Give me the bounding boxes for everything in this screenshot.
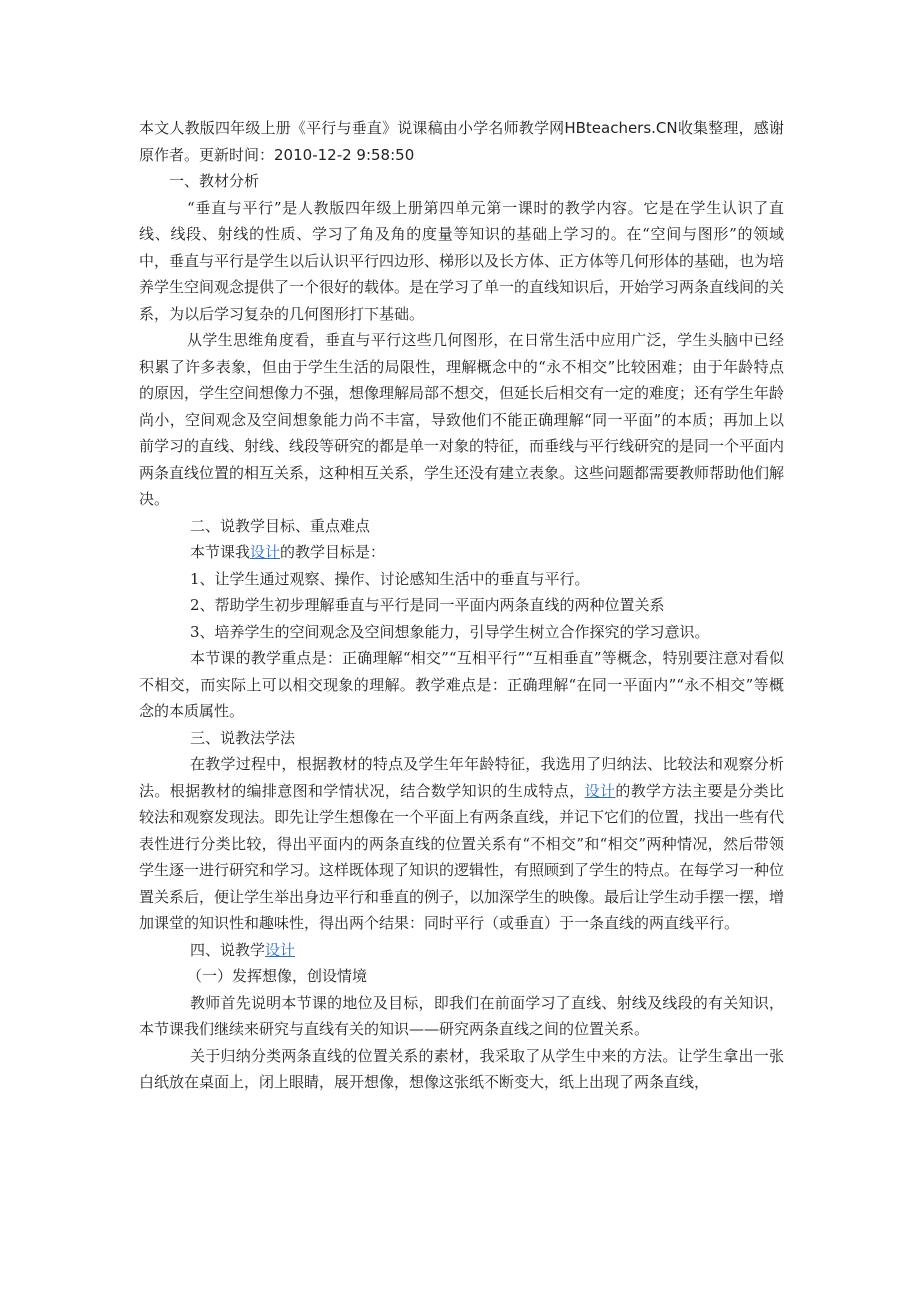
goal-intro-text-end: 的教学目标是： [280,543,386,561]
update-time: 2010-12-2 9:58:50 [274,145,415,164]
section-4-heading-text: 四、说教学 [190,940,266,959]
design-link[interactable]: 设计 [250,543,281,561]
section-4-paragraph-1: 教师首先说明本节课的地位及目标，即我们在前面学习了直线、射线及线段的有关知识，本节课我们继续来研究与直线有关的知识——研究两条直线之间的位置关系。 [139,993,784,1038]
goal-intro-text: 本节课我 [190,543,251,561]
goal-item-1: 1、让学生通过观察、操作、讨论感知生活中的垂直与平行。 [190,569,590,588]
section-3-paragraph [139,751,784,937]
document-page [139,115,784,1096]
section-2-heading: 二、说教学目标、重点难点 [190,516,371,535]
goal-intro [139,539,784,566]
method-text-end: 的教学方法主要是分类比较法和观察发现法。即先让学生想像在一个平面上有两条直线，并记下它们的位置，找出一些有代表性进行分类比较，得出平面内的两条直线的位置关系有“不相交”和“相交”两种情况，然后带领学生逐一进行研究和学习。这样既体现了知识的逻辑性，有照顾到了学生的特点。在每学习一种位置关系后，便让学生举出身边平行和垂直的例子，以加深学生的映像。最后让学生动手摆一摆，增加课堂的知识性和趣味性，得出两个结果：同时平行（或垂直）于一条直线的两直线平行。 [139,781,785,932]
site-name: HBteachers.CN [564,119,678,137]
section-3-heading: 三、说教法学法 [190,728,296,747]
section-4-paragraph-2: 关于归纳分类两条直线的位置关系的素材，我采取了从学生中来的方法。让学生拿出一张白纸放在桌面上，闭上眼睛，展开想像，想像这张纸不断变大，纸上出现了两条直线， [139,1046,784,1091]
goal-item-3: 3、培养学生的空间观念及空间想象能力，引导学生树立合作探究的学习意识。 [190,622,710,641]
section-1-paragraph-2: 从学生思维角度看，垂直与平行这些几何图形，在日常生活中应用广泛，学生头脑中已经积累了许多表象，但由于学生生活的局限性，理解概念中的“永不相交”比较困难；由于年龄特点的原因，学生空间想像力不强，想像理解局部不想交，但延长后相交有一定的难度；还有学生年龄尚小，空间观念及空间想象能力尚不丰富，导致他们不能正确理解“同一平面”的本质；再加上以前学习的直线、射线、线段等研究的都是单一对象的特征，而垂线与平行线研究的是同一个平面内两条直线位置的相互关系，这种相互关系，学生还没有建立表象。这些问题都需要教师帮助他们解决。 [139,331,785,508]
key-points-paragraph: 本节课的教学重点是：正确理解“相交”“互相平行”“互相垂直”等概念，特别要注意对看似不相交，而实际上可以相交现象的理解。教学难点是：正确理解“在同一平面内”“永不相交”等概念的本质属性。 [139,649,784,720]
section-4-heading [139,937,784,964]
method-text: 在教学过程中，根据教材的特点及学生年年龄特征，我选用了归纳法、比较法和观察分析法。根据教材的编排意图和学情状况，结合数学知识的生成特点， [139,755,784,800]
design-link[interactable]: 设计 [584,781,616,800]
section-4-subheading: （一）发挥想像，创设情境 [187,967,368,985]
section-1-paragraph-1: “垂直与平行”是人教版四年级上册第四单元第一课时的教学内容。它是在学生认识了直线、线段、射线的性质、学习了角及角的度量等知识的基础上学习的。在“空间与图形”的领域中，垂直与平行是学生以后认识平行四边形、梯形以及长方体、正方体等几何形体的基础，也为培养学生空间观念提供了一个很好的载体。是在学习了单一的直线知识后，开始学习两条直线间的关系，为以后学习复杂的几何图形打下基础。 [139,198,785,323]
section-1-heading: 一、教材分析 [169,172,260,190]
intro-paragraph [139,115,784,168]
intro-text-2: 收集整理，感谢原作者。更新时间： [139,119,784,164]
design-link[interactable]: 设计 [265,940,296,959]
goal-item-2: 2、帮助学生初步理解垂直与平行是同一平面内两条直线的两种位置关系 [190,596,665,614]
intro-text-1: 本文人教版四年级上册《平行与垂直》说课稿由小学名师教学网 [139,119,565,137]
